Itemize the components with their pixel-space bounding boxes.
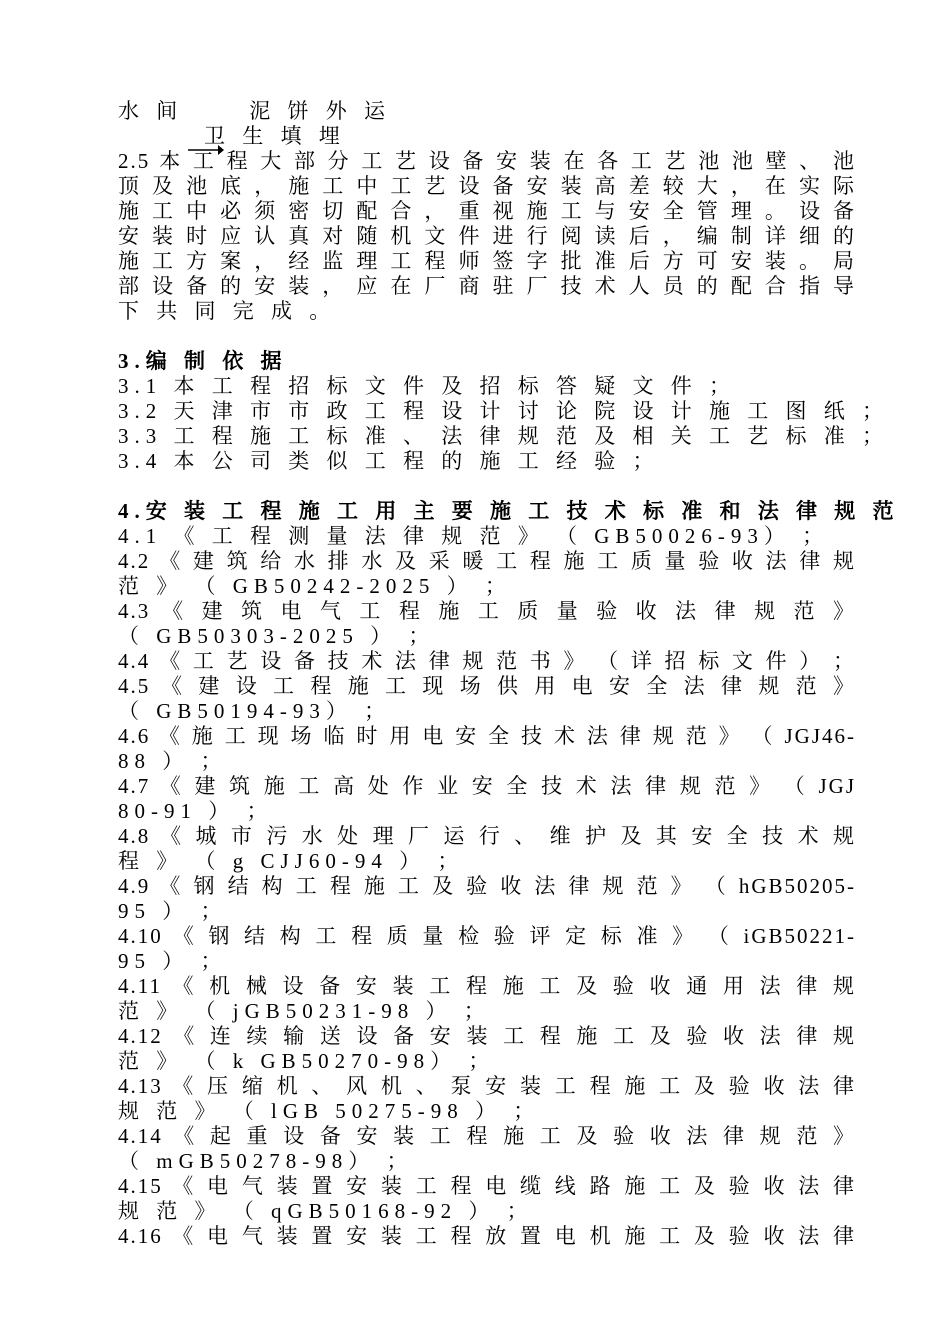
standard-line: 范 》 （ k GB50270-98） ； — [118, 1049, 496, 1073]
paragraph-line: 下 共 同 完 成 。 — [118, 299, 337, 323]
paragraph-line: 安 装 时 应 认 真 对 随 机 文 件 进 行 阅 读 后 ， 编 制 详 细 的 — [118, 224, 856, 248]
standard-line: 4.7 《 建 筑 施 工 高 处 作 业 安 全 技 术 法 律 规 范 》 （ JGJ — [118, 774, 856, 798]
standards-list — [118, 524, 856, 1249]
standard-line: 4.14 《 起 重 设 备 安 装 工 程 施 工 及 验 收 法 律 规 范 》 — [118, 1124, 856, 1148]
section-4 — [118, 499, 900, 1249]
section-4-heading: 4.安 装 工 程 施 工 用 主 要 施 工 技 术 标 准 和 法 律 规 范 — [118, 499, 900, 523]
standard-line: （ GB50303-2025 ） ； — [118, 624, 436, 648]
standard-line: 4.13 《 压 缩 机 、 风 机 、 泵 安 装 工 程 施 工 及 验 收 法 律 — [118, 1074, 856, 1098]
standard-line: 4.10 《 钢 结 构 工 程 质 量 检 验 评 定 标 准 》 （ iGB50221- — [118, 924, 856, 948]
standard-line: 4.4 《 工 艺 设 备 技 术 法 律 规 范 书 》 （ 详 招 标 文 件 ） ； — [118, 649, 856, 673]
standard-line: 4.11 《 机 械 设 备 安 装 工 程 施 工 及 验 收 通 用 法 律 规 — [118, 974, 856, 998]
flow-fragment-left: 水 间 — [118, 99, 184, 123]
flow-fragment-line-2 — [118, 124, 856, 149]
standard-line: 4.12 《 连 续 输 送 设 备 安 装 工 程 施 工 及 验 收 法 律 规 — [118, 1024, 856, 1048]
standard-line: 4.2 《 建 筑 给 水 排 水 及 采 暖 工 程 施 工 质 量 验 收 法 律 规 — [118, 549, 856, 573]
standard-line: 4.16 《 电 气 装 置 安 装 工 程 放 置 电 机 施 工 及 验 收 法 律 — [118, 1224, 856, 1248]
flow-fragment-right: 泥 饼 外 运 — [249, 99, 391, 123]
standard-line: 范 》 （ jGB50231-98 ） ； — [118, 999, 491, 1023]
paragraph-line: 施 工 中 必 须 密 切 配 合 ， 重 视 施 工 与 安 全 管 理 。 设 备 — [118, 199, 856, 223]
flow-fragment-text: 卫 生 填 埋 — [204, 124, 346, 148]
standard-line: 规 范 》 （ qGB50168-92 ） ； — [118, 1199, 534, 1223]
standard-line: （ mGB50278-98） ； — [118, 1149, 414, 1173]
standard-line: 95 ） ； — [118, 949, 228, 973]
list-item: 3.2 天 津 市 市 政 工 程 设 计 讨 论 院 设 计 施 工 图 纸 ； — [118, 399, 889, 423]
standard-line: 80-91 ） ； — [118, 799, 274, 823]
paragraph-line: 顶 及 池 底 ， 施 工 中 工 艺 设 备 安 装 高 差 较 大 ， 在 实 际 — [118, 174, 856, 198]
standard-line: 规 范 》 （ lGB 50275-98 ） ； — [118, 1099, 541, 1123]
standard-line: 4.8 《 城 市 污 水 处 理 厂 运 行 、 维 护 及 其 安 全 技 术 规 — [118, 824, 856, 848]
standard-line: 95 ） ； — [118, 899, 228, 923]
section-2-5 — [118, 149, 856, 324]
list-item: 3.1 本 工 程 招 标 文 件 及 招 标 答 疑 文 件 ； — [118, 374, 736, 398]
standard-line: 4.1 《 工 程 测 量 法 律 规 范 》 （ GB50026-93） ； — [118, 524, 830, 548]
paragraph-line: 2.5 本 工 程 大 部 分 工 艺 设 备 安 装 在 各 工 艺 池 池 壁 、 池 — [118, 149, 856, 173]
list-item: 3.3 工 程 施 工 标 准 、 法 律 规 范 及 相 关 工 艺 标 准 ； — [118, 424, 889, 448]
standard-line: 程 》 （ g CJJ60-94 ） ； — [118, 849, 465, 873]
flow-fragment-line-1 — [118, 99, 856, 124]
paragraph-line: 部 设 备 的 安 装 ， 应 在 厂 商 驻 厂 技 术 人 员 的 配 合 指 导 — [118, 274, 856, 298]
standard-line: 4.9 《 钢 结 构 工 程 施 工 及 验 收 法 律 规 范 》 （ hGB50205- — [118, 874, 856, 898]
section-3 — [118, 349, 889, 474]
standard-line: （ GB50194-93） ； — [118, 699, 392, 723]
standard-line: 4.6 《 施 工 现 场 临 时 用 电 安 全 技 术 法 律 规 范 》 （ JGJ46- — [118, 724, 856, 748]
document-body — [118, 99, 900, 1249]
standard-line: 4.5 《 建 设 工 程 施 工 现 场 供 用 电 安 全 法 律 规 范 》 — [118, 674, 856, 698]
standard-line: 4.15 《 电 气 装 置 安 装 工 程 电 缆 线 路 施 工 及 验 收 法 律 — [118, 1174, 856, 1198]
section-3-heading: 3.编 制 依 据 — [118, 349, 288, 373]
list-item: 3.4 本 公 司 类 似 工 程 的 施 工 经 验 ； — [118, 449, 660, 473]
standard-line: 88 ） ； — [118, 749, 228, 773]
standard-line: 范 》 （ GB50242-2025 ） ； — [118, 574, 512, 598]
standard-line: 4.3 《 建 筑 电 气 工 程 施 工 质 量 验 收 法 律 规 范 》 — [118, 599, 856, 623]
paragraph-line: 施 工 方 案 ， 经 监 理 工 程 师 签 字 批 准 后 方 可 安 装 。 局 — [118, 249, 856, 273]
